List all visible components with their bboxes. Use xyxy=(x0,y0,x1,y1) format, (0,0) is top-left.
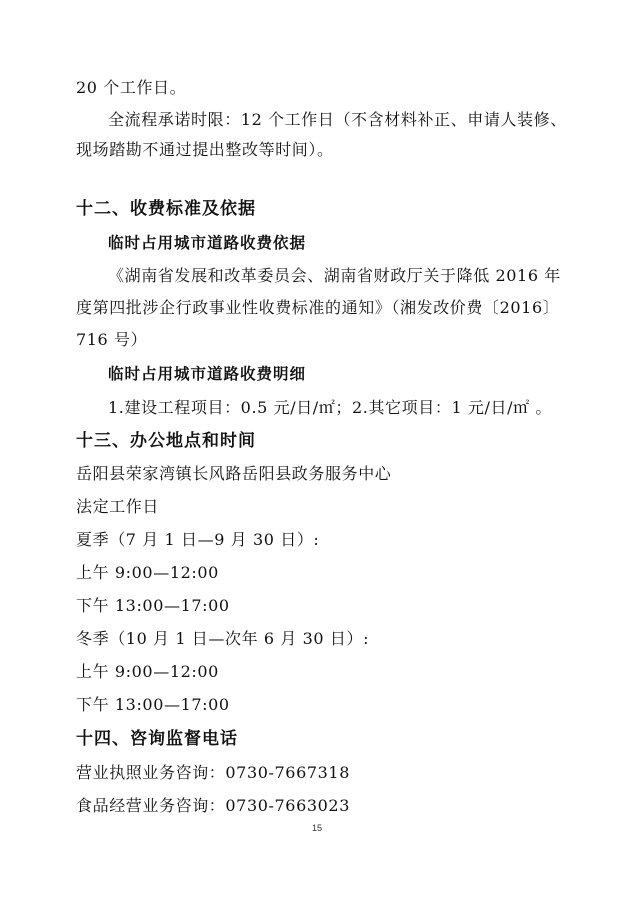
summer-afternoon-hours: 下午 13:00—17:00 xyxy=(76,596,230,615)
winter-morning-hours: 上午 9:00—12:00 xyxy=(76,662,219,681)
paragraph-text: 《湖南省发展和改革委员会、湖南省财政厅关于降低 2016 年 xyxy=(108,266,561,285)
phone-business-license: 营业执照业务咨询：0730-7667318 xyxy=(76,763,350,782)
paragraph-text: 法定工作日 xyxy=(76,497,160,516)
page-number: 15 xyxy=(311,823,322,833)
paragraph-text: 20 个工作日。 xyxy=(76,78,187,97)
section-heading-12: 十二、收费标准及依据 xyxy=(76,199,256,219)
paragraph-text: 716 号） xyxy=(76,330,148,349)
office-address: 岳阳县荣家湾镇长风路岳阳县政务服务中心 xyxy=(76,464,392,483)
paragraph-text: 度第四批涉企行政事业性收费标准的通知》（湘发改价费〔2016〕 xyxy=(76,298,560,317)
subheading-fee-detail: 临时占用城市道路收费明细 xyxy=(108,365,307,383)
summer-morning-hours: 上午 9:00—12:00 xyxy=(76,563,219,582)
winter-afternoon-hours: 下午 13:00—17:00 xyxy=(76,695,230,714)
winter-hours-label: 冬季（10 月 1 日—次年 6 月 30 日）: xyxy=(76,629,370,648)
paragraph-text: 全流程承诺时限：12 个工作日（不含材料补正、申请人装修、 xyxy=(108,110,567,129)
section-heading-13: 十三、办公地点和时间 xyxy=(76,431,256,451)
summer-hours-label: 夏季（7 月 1 日—9 月 30 日）: xyxy=(76,530,320,549)
subheading-fee-basis: 临时占用城市道路收费依据 xyxy=(108,234,307,252)
section-heading-14: 十四、咨询监督电话 xyxy=(76,729,238,749)
paragraph-text: 1.建设工程项目：0.5 元/日/㎡；2.其它项目：1 元/日/㎡ 。 xyxy=(108,398,552,417)
paragraph-text: 现场踏勘不通过提出整改等时间）。 xyxy=(76,140,334,159)
phone-food-business: 食品经营业务咨询：0730-7663023 xyxy=(76,796,350,815)
